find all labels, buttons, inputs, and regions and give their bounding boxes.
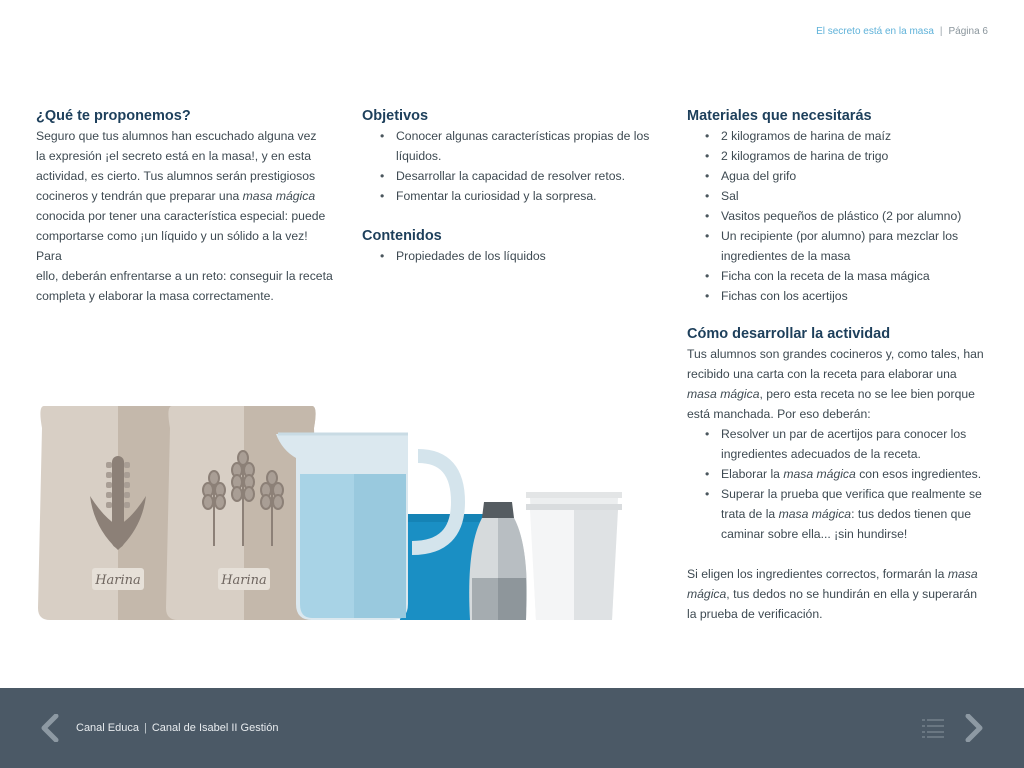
ingredients-svg	[38, 398, 623, 623]
materials-list	[687, 126, 987, 306]
header-separator: |	[939, 26, 943, 37]
materials-column	[687, 106, 987, 624]
chevron-right-icon	[962, 714, 986, 742]
brand-canal-educa: Canal Educa	[76, 722, 139, 734]
list-item: • Conocer algunas características propias de los líquidos.	[396, 126, 658, 166]
intro-line: Seguro que tus alumnos han escuchado alguna vez	[36, 129, 317, 143]
doc-title: El secreto está en la masa	[816, 26, 934, 37]
step-text: Superar la prueba que verifica que realmente se trata de la	[721, 487, 982, 521]
how-to-text: Tus alumnos son grandes cocineros y, como tales, han recibido una carta con la receta para elaborar una	[687, 347, 984, 381]
closing-emphasis: masa mágica	[687, 567, 978, 601]
objectives-heading: Objetivos	[362, 108, 429, 124]
list-item: • Vasitos pequeños de plástico (2 por alumno)	[721, 206, 987, 226]
intro-text	[36, 126, 334, 306]
intro-line: actividad, es cierto. Tus alumnos serán prestigiosos	[36, 169, 316, 183]
intro-line: cocineros y tendrán que preparar una	[36, 189, 243, 203]
ingredients-illustration	[38, 398, 623, 623]
page-footer	[0, 688, 1024, 768]
intro-line: conocida por tener una característica especial: puede	[36, 209, 326, 223]
closing-text	[687, 564, 987, 624]
next-page-button[interactable]	[962, 714, 986, 742]
closing-line: , tus dedos no se hundirán en ella y superarán la prueba de verificación.	[687, 587, 977, 621]
list-item: • 2 kilogramos de harina de trigo	[721, 146, 987, 166]
chevron-left-icon	[38, 714, 62, 742]
previous-page-button[interactable]	[38, 714, 62, 742]
intro-line: la expresión ¡el secreto está en la masa!, y en esta	[36, 149, 312, 163]
list-item: • Un recipiente (por alumno) para mezclar los ingredientes de la masa	[721, 226, 987, 266]
how-to-intro	[687, 344, 987, 424]
objectives-column	[362, 106, 658, 266]
intro-line: comportarse como ¡un líquido y un sólido a la vez! Para	[36, 229, 308, 263]
list-item	[721, 484, 987, 544]
step-text: con esos ingredientes.	[855, 467, 982, 481]
table-of-contents-button[interactable]	[922, 718, 944, 738]
plastic-cups	[526, 492, 622, 620]
contents-list	[362, 246, 658, 266]
step-emphasis: masa mágica	[778, 507, 852, 521]
page-header	[816, 26, 988, 37]
materials-heading: Materiales que necesitarás	[687, 108, 872, 124]
list-item: • Sal	[721, 186, 987, 206]
footer-brand	[76, 722, 278, 734]
step-emphasis: masa mágica	[783, 467, 856, 481]
page-number: Página 6	[948, 26, 988, 37]
contents-heading: Contenidos	[362, 228, 442, 244]
objectives-list	[362, 126, 658, 206]
intro-emphasis: masa mágica	[242, 189, 316, 203]
list-item: • Desarrollar la capacidad de resolver retos.	[396, 166, 658, 186]
how-to-emphasis: masa mágica	[687, 387, 760, 401]
bag-label: Harina	[221, 573, 267, 588]
list-item: • Agua del grifo	[721, 166, 987, 186]
how-to-text: , pero esta receta no se lee bien porque está manchada. Por eso deberán:	[687, 387, 975, 421]
brand-separator: |	[144, 722, 147, 734]
step-text: Elaborar la	[721, 467, 784, 481]
steps-list	[687, 424, 987, 544]
closing-line: Si eligen los ingredientes correctos, formarán la	[687, 567, 948, 581]
intro-heading: ¿Qué te proponemos?	[36, 108, 191, 124]
list-item: • Fomentar la curiosidad y la sorpresa.	[396, 186, 658, 206]
list-icon	[922, 718, 944, 738]
list-item: • Propiedades de los líquidos	[396, 246, 658, 266]
list-item: • 2 kilogramos de harina de maíz	[721, 126, 987, 146]
list-item	[721, 424, 987, 464]
step-text: Resolver un par de acertijos para conocer los ingredientes adecuados de la receta.	[721, 427, 967, 461]
intro-column	[36, 106, 334, 306]
list-item: • Fichas con los acertijos	[721, 286, 987, 306]
intro-line: ello, deberán enfrentarse a un reto: conseguir la receta	[36, 269, 333, 283]
list-item	[721, 464, 987, 484]
step-text: : tus dedos tienen que caminar sobre ella... ¡sin hundirse!	[721, 507, 972, 541]
bag-label: Harina	[95, 573, 141, 588]
list-item: • Ficha con la receta de la masa mágica	[721, 266, 987, 286]
intro-line: completa y elaborar la masa correctamente.	[36, 289, 274, 303]
how-to-heading: Cómo desarrollar la actividad	[687, 326, 891, 342]
brand-canal-isabel: Canal de Isabel II Gestión	[151, 722, 279, 734]
